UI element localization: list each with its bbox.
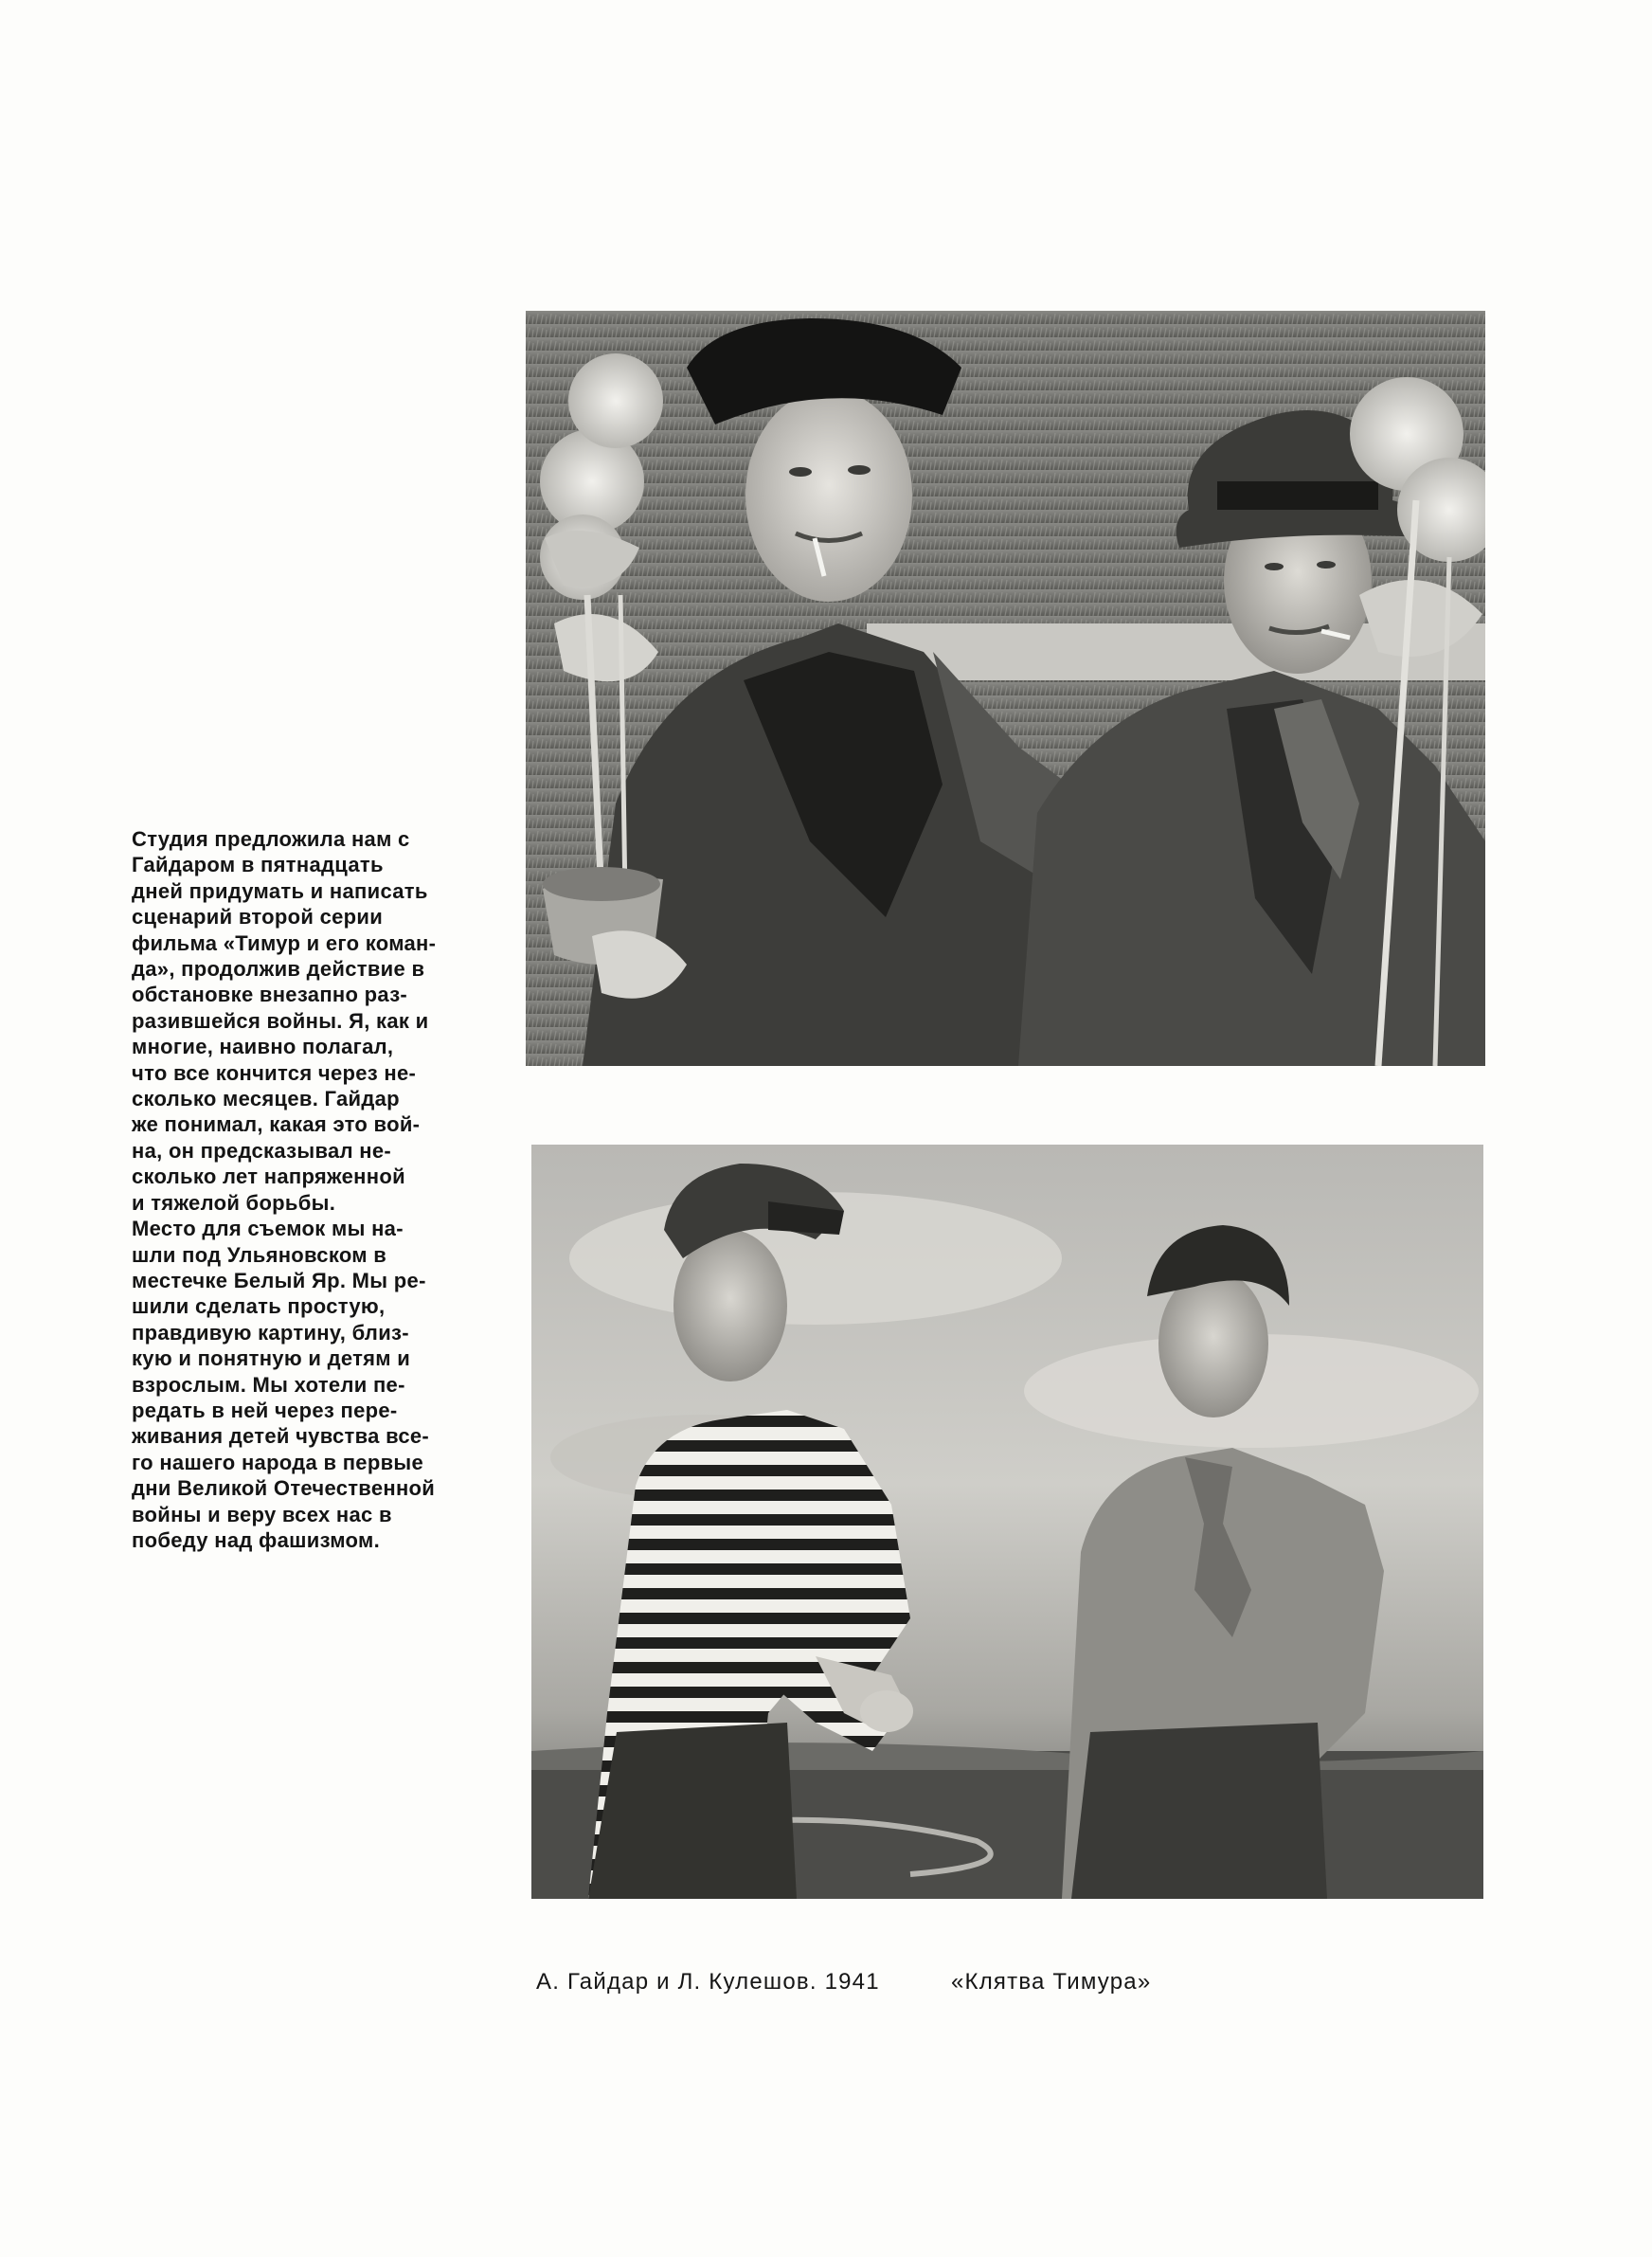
text-line: да», продолжив действие в: [132, 957, 425, 982]
text-line: Гайдаром в пятнадцать: [132, 853, 384, 877]
photo-gaidar-kuleshov: [526, 311, 1485, 1066]
text-line: разившейся войны. Я, как и: [132, 1008, 429, 1033]
caption-bottom-photo: «Клятва Тимура»: [951, 1969, 1152, 1995]
text-line: дней придумать и написать: [132, 878, 428, 903]
text-line: правдивую картину, близ-: [132, 1320, 409, 1345]
text-line: взрослым. Мы хотели пе-: [132, 1372, 405, 1397]
text-line: обстановке внезапно раз-: [132, 983, 408, 1007]
text-line: и тяжелой борьбы.: [132, 1190, 336, 1215]
text-line: шли под Ульяновском в: [132, 1242, 387, 1267]
text-line: на, он предсказывал не-: [132, 1138, 392, 1163]
text-line: редать в ней через пере-: [132, 1398, 398, 1422]
text-line: сколько месяцев. Гайдар: [132, 1087, 400, 1111]
text-line: сценарий второй серии: [132, 905, 384, 930]
photo-gaidar-kuleshov-image: [526, 311, 1485, 1066]
film-still-klyatva-timura-image: [531, 1145, 1483, 1899]
text-line: Место для съемок мы на-: [132, 1217, 404, 1241]
text-line: фильма «Тимур и его коман-: [132, 930, 437, 955]
text-line: войны и веру всех нас в: [132, 1502, 392, 1526]
text-line: Студия предложила нам с: [132, 827, 410, 851]
film-still-klyatva-timura: [531, 1145, 1483, 1899]
text-line: победу над фашизмом.: [132, 1527, 380, 1552]
text-line: кую и понятную и детям и: [132, 1346, 411, 1371]
text-line: что все кончится через не-: [132, 1060, 417, 1085]
caption-top-photo: А. Гайдар и Л. Кулешов. 1941: [536, 1969, 880, 1995]
text-line: живания детей чувства все-: [132, 1424, 430, 1449]
text-line: дни Великой Отечественной: [132, 1476, 436, 1501]
photo-captions: [0, 1969, 1652, 2007]
text-line: местечке Белый Яр. Мы ре-: [132, 1268, 426, 1292]
body-text-column: [132, 826, 487, 1553]
text-line: сколько лет напряженной: [132, 1165, 405, 1189]
text-line: многие, наивно полагал,: [132, 1035, 394, 1059]
text-line: шили сделать простую,: [132, 1294, 386, 1319]
text-line: го нашего народа в первые: [132, 1450, 424, 1474]
text-line: же понимал, какая это вой-: [132, 1112, 421, 1137]
